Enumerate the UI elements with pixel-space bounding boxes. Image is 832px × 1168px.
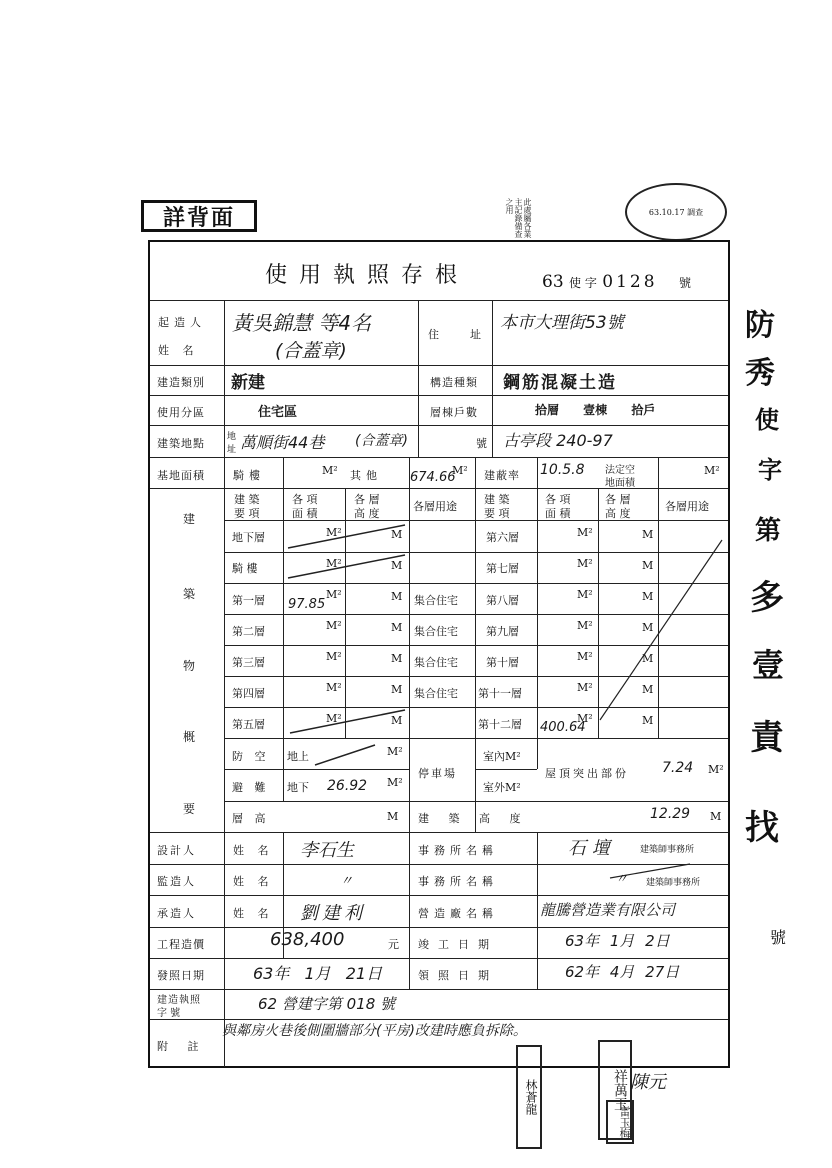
unit-2-area: M² [326,619,342,632]
header-height-2-right: 高 度 [605,507,631,520]
roof-label: 屋頂突出部份 [545,767,629,780]
contractor-company-label: 營造廠名稱 [418,907,498,920]
unit-1-area: M² [326,588,342,601]
supervisor-office: 〃 [615,872,629,887]
margin-char-1: 防 [745,308,775,343]
floor-label-6: 第六層 [486,531,519,544]
floor-label-10: 第十層 [486,656,519,669]
unit-b1-area: M² [326,526,342,539]
floor-label-9: 第九層 [486,625,519,638]
floor-1-area: 97.85 [288,597,326,612]
construction-type-value: 新建 [231,373,265,393]
contractor-name-label: 姓 名 [233,907,274,920]
receive-date-value: 62年 4月 27日 [565,963,680,981]
contractor-name: 劉建利 [300,903,366,924]
unit-4-area: M² [326,681,342,694]
floors-label: 層棟戶數 [430,406,478,419]
structure-value: 鋼筋混凝土造 [503,373,617,393]
unit-7-height: M [642,559,654,572]
unit-9-area: M² [577,619,593,632]
unit-arcade-height: M [391,559,403,572]
location-small-1: 地 [227,432,237,442]
supervisor-name: 〃 [340,874,354,889]
contractor-label: 承造人 [157,907,196,920]
coverage-label: 建蔽率 [484,469,520,482]
unit-10-area: M² [577,650,593,663]
unit-1-height: M [391,590,403,603]
header-item-2: 要 項 [234,507,260,520]
cost-label: 工程造價 [157,938,205,951]
header-height-1-right: 各 層 [605,493,631,506]
approval-stamp-1: 林蒼龍 [516,1045,542,1149]
unit-5-area: M² [326,712,342,725]
header-height-2: 高 度 [354,507,380,520]
floor-label-4: 第四層 [232,687,265,700]
unit-4-height: M [391,683,403,696]
certificate-title: 使用執照存根 [265,263,470,288]
address-label-2: 址 [470,328,481,341]
shelter-label-1: 防 空 [232,750,270,763]
unit-3-area: M² [326,650,342,663]
floor-1-use: 集合住宅 [414,594,458,607]
floor-height-label: 層 高 [232,812,270,825]
margin-char-7: 壹 [752,646,785,684]
parking-indoor: 室內M² [483,750,521,763]
margin-char-3: 使 [755,406,779,434]
floors-value: 拾層 壹棟 拾戶 [535,403,656,417]
approval-stamp-2: 祥萬玉 [598,1040,632,1140]
header-use: 各層用途 [413,500,457,513]
unit-floor-height: M [387,810,399,823]
site-area-label: 基地面積 [157,469,205,482]
back-side-stamp: 詳背面 [141,200,257,232]
permit-label-2: 字 號 [157,1008,181,1019]
small-vertical-note: 此處屬各業主記錄備查之用 [505,198,532,238]
margin-char-4: 字 [758,456,782,484]
unit-shelter-below: M² [387,776,403,789]
builder-name-label: 姓 名 [158,344,199,357]
issue-date-label: 發照日期 [157,969,205,982]
unit-8-height: M [642,590,654,603]
shelter-below-label: 地下 [287,781,309,794]
number-word: 使 字 [569,276,597,290]
legal-open-unit: M² [704,464,720,477]
location-stamp: (合蓋章) [355,433,408,449]
unit-3-height: M [391,652,403,665]
unit-arcade-area: M² [326,557,342,570]
unit-5-height: M [391,714,403,727]
floor-label-5: 第五層 [232,718,265,731]
address-label-1: 住 [428,328,439,341]
unit-7-area: M² [577,557,593,570]
receive-date-label: 領照日期 [418,969,498,982]
header-area-2-right: 面 積 [545,507,571,520]
other-value: 674.66 [410,470,456,485]
unit-b1-height: M [391,528,403,541]
note-value: 與鄰房火巷後側圍牆部分(平房)改建時應負拆除。 [222,1023,527,1039]
shelter-above-label: 地上 [287,750,309,763]
arcade-label: 騎樓 [233,469,265,482]
header-area-1-right: 各 項 [545,493,571,506]
building-height-value: 12.29 [650,806,691,822]
unit-8-area: M² [577,588,593,601]
margin-char-8: 責 [750,718,784,758]
shelter-label-2: 避 難 [232,781,270,794]
floor-12-area: 400.64 [540,720,586,735]
zoning-value: 住宅區 [258,405,298,420]
unit-12-height: M [642,714,654,727]
legal-open-label-2: 地面積 [605,478,635,489]
floor-4-use: 集合住宅 [414,687,458,700]
designer-name: 李石生 [300,840,354,861]
floor-label-3: 第三層 [232,656,265,669]
parking-label: 停車場 [418,767,457,780]
designer-office: 石 壇 [568,838,610,859]
header-item-2-right: 要 項 [484,507,510,520]
unit-roof: M² [708,763,724,776]
construction-type-label: 建造類別 [157,376,205,389]
zoning-label: 使用分區 [157,406,205,419]
margin-char-9: 找 [745,808,779,848]
approval-signature: 陳元 [630,1072,666,1093]
legal-open-label-1: 法定空 [605,465,635,476]
supervisor-office-label: 事務所名稱 [418,875,498,888]
builder-address: 本市大理街53號 [500,313,624,333]
unit-2-height: M [391,621,403,634]
builder-name-stamp: (合蓋章) [275,340,347,362]
building-side-5: 要 [183,802,196,816]
designer-name-label: 姓 名 [233,844,274,857]
header-item-1: 建 築 [234,493,260,506]
number-value: 0128 [602,272,658,292]
unit-6-area: M² [577,526,593,539]
issue-date-value: 63年 1月 21日 [253,964,383,983]
oval-stamp-text: 63.10.17 調查 [648,208,704,217]
other-label: 其他 [350,469,382,482]
unit-9-height: M [642,621,654,634]
lot-label: 號 [476,437,487,450]
cost-value: 638,400 [270,929,345,950]
floor-label-12: 第十二層 [478,718,522,731]
supervisor-name-label: 姓 名 [233,875,274,888]
roof-value: 7.24 [662,760,694,776]
floor-3-use: 集合住宅 [414,656,458,669]
unit-11-height: M [642,683,654,696]
approval-stamp-3: 雷玉梅 [606,1100,634,1144]
unit-10-height: M [642,652,654,665]
location-small-2: 址 [227,445,237,455]
designer-label: 設計人 [157,844,196,857]
shelter-below-value: 26.92 [327,778,368,794]
location-value: 萬順街44巷 [240,433,325,452]
permit-label-1: 建造執照 [157,995,201,1006]
supervisor-label: 監造人 [157,875,196,888]
floor-label-1: 第一層 [232,594,265,607]
floor-label-8: 第八層 [486,594,519,607]
header-use-right: 各層用途 [665,500,709,513]
contractor-company: 龍騰營造業有限公司 [540,901,676,919]
unit-11-area: M² [577,681,593,694]
designer-office-label: 事務所名稱 [418,844,498,857]
location-label: 建築地點 [157,437,205,450]
header-area-1: 各 項 [292,493,318,506]
building-height-label: 建 築 高 度 [418,812,529,825]
builder-name: 黃吳錦慧 等4名 [232,311,372,335]
header-item-1-right: 建 築 [484,493,510,506]
header-height-1: 各 層 [354,493,380,506]
coverage-value: 10.5.8 [540,462,585,478]
floor-label-b1: 地下層 [232,531,265,544]
other-unit: M² [452,464,468,477]
note-label: 附 註 [157,1040,207,1053]
floor-label-arcade: 騎 樓 [232,562,258,575]
floor-label-2: 第二層 [232,625,265,638]
cost-unit: 元 [388,938,399,951]
unit-shelter-above: M² [387,745,403,758]
lot-value: 古亭段 240-97 [503,431,613,450]
building-side-2: 築 [183,587,196,601]
margin-char-10: 號 [770,928,787,947]
number-prefix: 63 [542,272,564,292]
unit-12-area: M² [577,712,593,725]
floor-2-use: 集合住宅 [414,625,458,638]
structure-label: 構造種類 [430,376,478,389]
arcade-unit: M² [322,464,338,477]
parking-outdoor: 室外M² [483,781,521,794]
margin-char-2: 秀 [745,356,775,391]
unit-6-height: M [642,528,654,541]
completion-value: 63年 1月 2日 [565,932,670,950]
permit-value: 62 營建字第 018 號 [258,995,396,1013]
builder-label: 起造人 [158,316,206,329]
unit-building-height: M [710,810,722,823]
completion-label: 竣工日期 [418,938,498,951]
building-side-4: 概 [183,730,196,744]
number-suffix: 號 [678,276,691,290]
building-side-3: 物 [183,659,196,673]
margin-char-5: 第 [755,516,782,546]
margin-char-6: 多 [750,578,784,618]
floor-label-11: 第十一層 [478,687,522,700]
designer-office-stamp: 建築師事務所 [640,845,695,855]
floor-label-7: 第七層 [486,562,519,575]
supervisor-office-stamp: 建築師事務所 [646,878,701,888]
header-area-2: 面 積 [292,507,318,520]
building-side-1: 建 [183,512,196,526]
